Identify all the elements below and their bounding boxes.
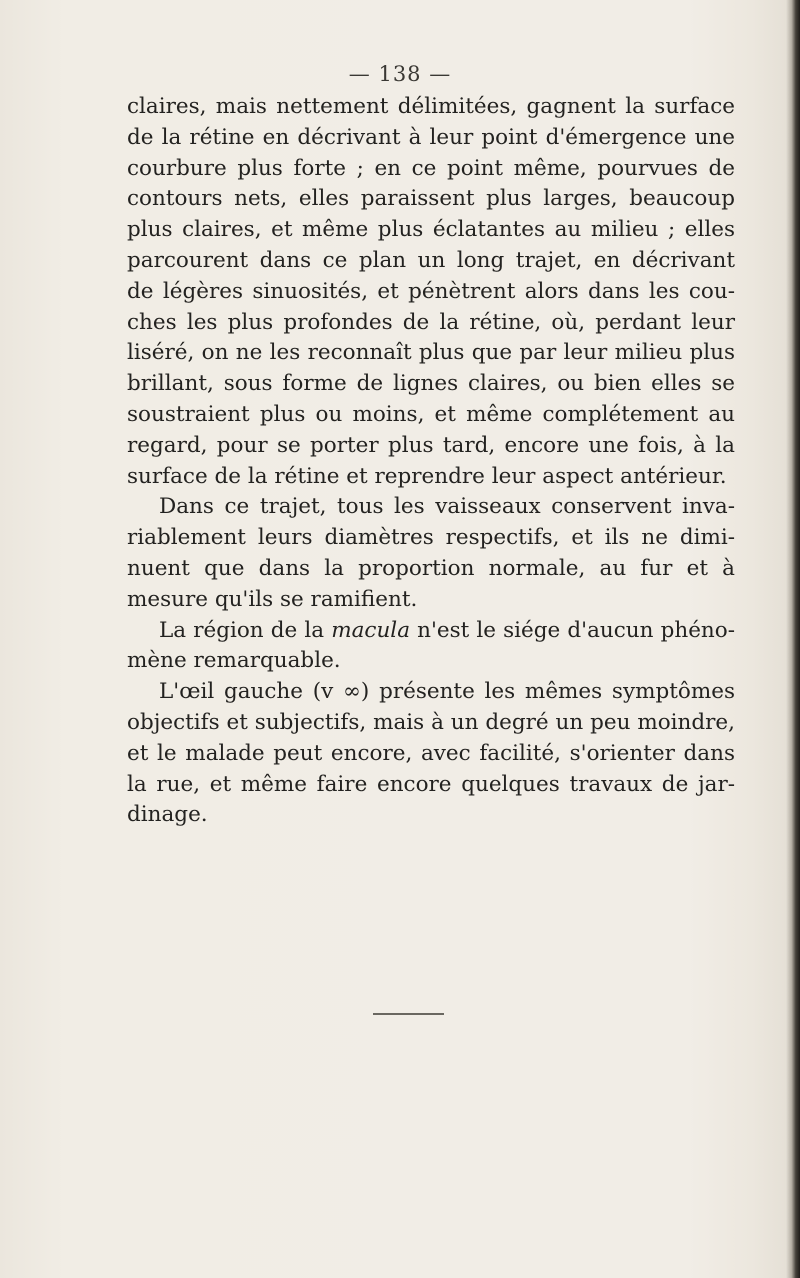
paragraph-1 — [127, 92, 735, 492]
text-line: ches les plus profondes de la rétine, où, perdant leur — [127, 309, 735, 335]
text-line: mesure qu'ils se ramifient. — [127, 586, 418, 612]
text-line: et le malade peut encore, avec facilité, s'orienter dans — [127, 740, 735, 766]
text-line: claires, mais nettement délimitées, gagnent la surface — [127, 94, 735, 119]
text-line: la rue, et même faire encore quelques travaux de jar- — [127, 771, 735, 797]
italic-term: macula — [331, 617, 411, 643]
text-line: regard, pour se porter plus tard, encore une fois, à la — [127, 432, 735, 458]
text-line: de légères sinuosités, et pénètrent alors dans les cou- — [127, 278, 735, 304]
text-line: soustraient plus ou moins, et même complétement au — [127, 401, 735, 427]
body-text — [127, 92, 735, 831]
text-line: parcourent dans ce plan un long trajet, en décrivant — [127, 247, 735, 273]
text-line: surface de la rétine et reprendre leur aspect antérieur. — [127, 463, 727, 489]
text-line: L'œil gauche (v ∞) présente les mêmes symptômes — [159, 679, 735, 705]
paragraph-3 — [127, 616, 735, 678]
text-run: La région de la — [159, 617, 332, 643]
book-binding-edge — [786, 0, 800, 1278]
paragraph-4 — [127, 677, 735, 831]
page-number: — 138 — — [348, 62, 452, 86]
text-line: objectifs et subjectifs, mais à un degré un peu moindre, — [127, 709, 735, 735]
text-line: plus claires, et même plus éclatantes au milieu ; elles — [127, 217, 735, 243]
text-line: liséré, on ne les reconnaît plus que par leur milieu plus — [127, 340, 735, 366]
paragraph-2 — [127, 492, 735, 615]
section-end-rule — [373, 1013, 444, 1015]
text-line: contours nets, elles paraissent plus larges, beaucoup — [127, 186, 735, 212]
text-line: brillant, sous forme de lignes claires, ou bien elles se — [127, 371, 735, 397]
text-line: de la rétine en décrivant à leur point d'émergence une — [127, 124, 735, 150]
text-line: Dans ce trajet, tous les vaisseaux conservent inva- — [159, 494, 735, 520]
text-line: courbure plus forte ; en ce point même, pourvues de — [127, 155, 735, 181]
text-line — [127, 616, 735, 647]
text-line: nuent que dans la proportion normale, au fur et à — [127, 555, 735, 581]
text-line: dinage. — [127, 802, 208, 828]
text-run: n'est le siége d'aucun phéno- — [410, 617, 735, 643]
text-line: riablement leurs diamètres respectifs, et ils ne dimi- — [127, 525, 735, 551]
text-line: mène remarquable. — [127, 648, 341, 674]
